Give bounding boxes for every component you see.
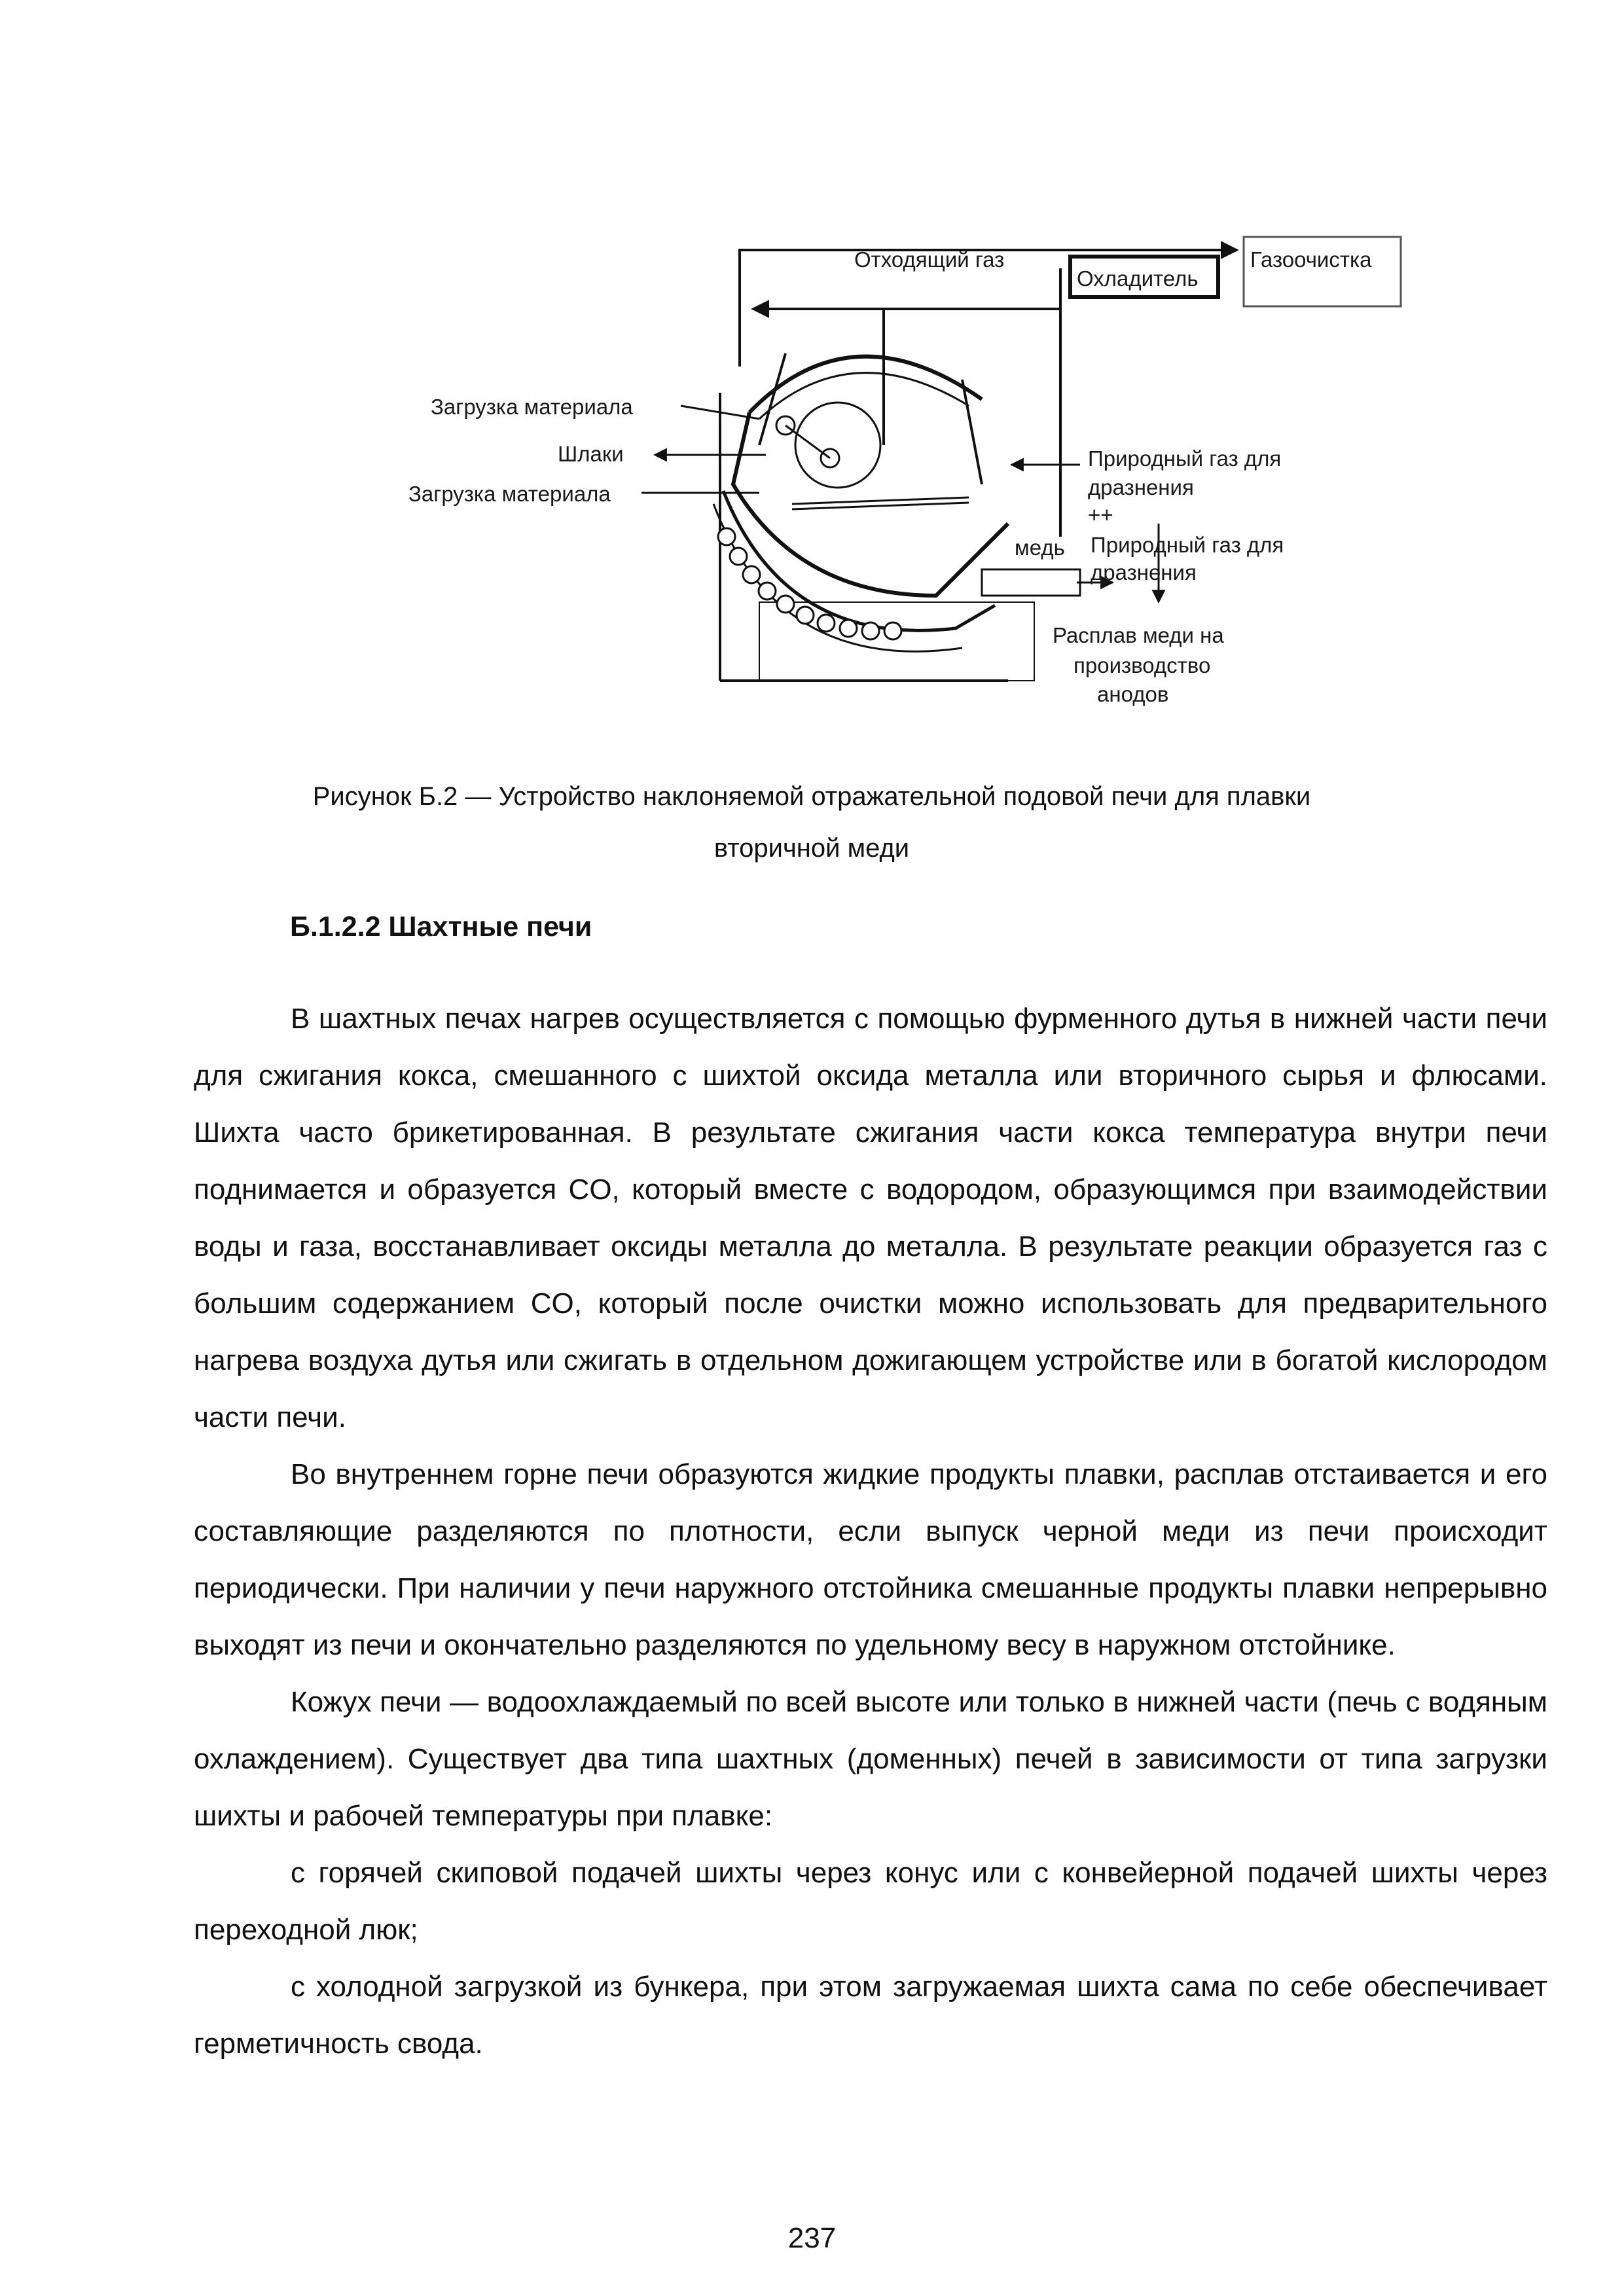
furnace-rollers [718,528,901,639]
label-loading-2: Загрузка материала [408,482,611,506]
label-gas-cleaning: Газоочистка [1250,247,1372,272]
label-melt-line3: анодов [1097,682,1169,706]
paragraph: В шахтных печах нагрев осуществляется с помощью фурменного дутья в нижней части печи для сжигания кокса, смешанного с шихтой оксида металла или вторичного сырья и флюсами. Шихта часто брикетированная. В результате сжигания части кокса температура внутри печи поднимается и образуется CO, который вместе с водородом, образующимся при взаимодействии воды и газа, восстанавливает оксиды металла до металла. В результате реакции образуется газ с большим содержанием CO, который после очистки можно использовать для предварительного нагрева воздуха дутья или сжигать в отдельном дожигающем устройстве или в богатой кислородом части печи. [194,1003,1547,1433]
label-copper: медь [1015,535,1065,560]
label-melt-line1: Расплав меди на [1053,623,1224,647]
label-natural-gas-2-line2: дразнения [1091,560,1197,584]
label-cooler: Охладитель [1077,266,1199,291]
caption-line-2: вторичной меди [713,834,910,863]
paragraph: Кожух печи — водоохлаждаемый по всей высоте или только в нижней части (печь с водяным охлаждением). Существует два типа шахтных (доменных) печей в зависимости от типа загрузки шихты и рабочей температуры при плавке: [194,1686,1547,1832]
label-loading-1: Загрузка материала [431,395,633,419]
furnace-diagram [393,229,1407,740]
label-natural-gas-2-line1: Природный газ для [1091,533,1284,557]
label-natural-gas-1-line2: дразнения [1088,475,1194,499]
caption-line-1: Рисунок Б.2 — Устройство наклоняемой отражательной подовой печи для плавки [312,782,1311,811]
body-text [194,990,1547,2072]
paragraph: Во внутреннем горне печи образуются жидкие продукты плавки, расплав отстаивается и его составляющие разделяются по плотности, если выпуск черной меди из печи происходит периодически. При наличии у печи наружного отстойника смешанные продукты плавки непрерывно выходят из печи и окончательно разделяются по удельному весу в наружном отстойнике. [194,1458,1547,1661]
section-heading: Б.1.2.2 Шахтные печи [290,911,592,942]
figure-caption [190,771,1434,874]
label-plus: ++ [1088,503,1113,527]
label-melt-line2: производство [1074,653,1211,677]
paragraph: с горячей скиповой подачей шихты через конус или с конвейерной подачей шихты через переходной люк; [194,1857,1547,1946]
label-offgas: Отходящий газ [854,247,1005,272]
label-natural-gas-1-line1: Природный газ для [1088,446,1282,471]
page-number: 237 [787,2222,837,2254]
paragraph: с холодной загрузкой из бункера, при этом загружаемая шихта сама по себе обеспечивает герметичность свода. [194,1971,1547,2060]
furnace-figure [393,229,1407,740]
label-slags: Шлаки [558,442,624,466]
